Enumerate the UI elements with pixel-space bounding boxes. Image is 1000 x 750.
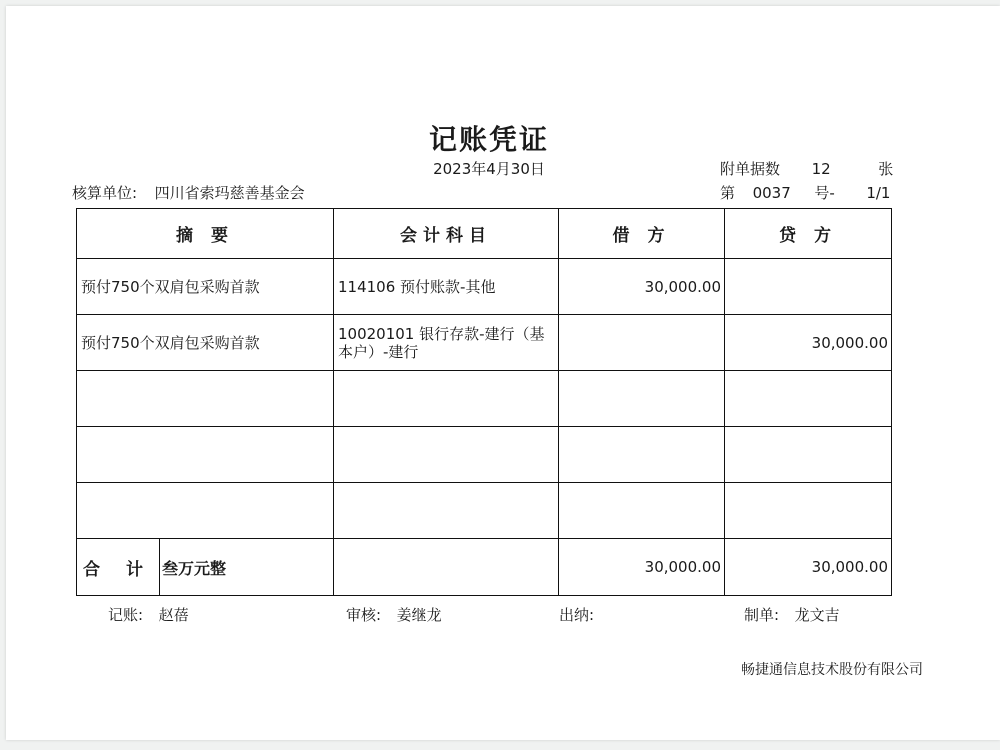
number-value: 0037 (752, 184, 791, 202)
reviewer-label: 审核: (346, 606, 382, 624)
cell-credit (725, 483, 892, 539)
bookkeeper-name: 赵蓓 (158, 606, 189, 624)
header-credit: 贷 方 (725, 209, 892, 259)
cashier-signature (559, 604, 594, 625)
cell-credit (725, 371, 892, 427)
table-row (77, 371, 892, 427)
voucher-title: 记账凭证 (428, 123, 549, 156)
table-row (77, 259, 892, 315)
number-suffix: 号- (814, 184, 835, 202)
cell-debit (559, 371, 725, 427)
voucher-table (76, 208, 892, 596)
attachments-info (720, 158, 893, 179)
header-debit: 借 方 (559, 209, 725, 259)
table-row (77, 483, 892, 539)
number-prefix: 第 (720, 184, 736, 202)
attachments-unit: 张 (878, 160, 894, 178)
cell-summary (77, 371, 334, 427)
reviewer-signature (346, 604, 442, 625)
cell-summary: 预付750个双肩包采购首款 (77, 259, 334, 315)
table-row (77, 315, 892, 371)
cell-debit (559, 315, 725, 371)
cell-account (334, 483, 559, 539)
total-label: 合 计 (77, 539, 160, 595)
cell-summary: 预付750个双肩包采购首款 (77, 315, 334, 371)
cell-debit (559, 427, 725, 483)
total-account-empty (334, 539, 559, 596)
software-vendor: 畅捷通信息技术股份有限公司 (741, 662, 923, 678)
cell-summary (77, 483, 334, 539)
preparer-signature (744, 604, 840, 625)
unit-name: 四川省索玛慈善基金会 (154, 184, 305, 202)
cell-credit (725, 259, 892, 315)
cashier-label: 出纳: (559, 606, 595, 624)
unit-label: 核算单位: (72, 184, 138, 202)
total-debit: 30,000.00 (559, 539, 725, 596)
header-summary: 摘 要 (77, 209, 334, 259)
total-cell (77, 539, 334, 596)
table-row (77, 427, 892, 483)
cell-account: 114106 预付账款-其他 (334, 259, 559, 315)
header-account: 会计科目 (334, 209, 559, 259)
cell-debit (559, 483, 725, 539)
cell-credit: 30,000.00 (725, 315, 892, 371)
page-number: 1/1 (866, 184, 891, 202)
bookkeeper-label: 记账: (108, 606, 144, 624)
attachments-count: 12 (811, 160, 831, 178)
cell-debit: 30,000.00 (559, 259, 725, 315)
total-credit: 30,000.00 (725, 539, 892, 596)
total-amount-words: 叁万元整 (162, 558, 227, 578)
attachments-label: 附单据数 (720, 160, 781, 178)
reviewer-name: 姜继龙 (396, 606, 442, 624)
cell-summary (77, 427, 334, 483)
cell-account: 10020101 银行存款-建行（基本户）-建行 (334, 315, 559, 371)
accounting-unit (72, 182, 305, 203)
cell-account (334, 371, 559, 427)
voucher-paper (6, 6, 1000, 740)
preparer-label: 制单: (744, 606, 780, 624)
voucher-date: 2023年4月30日 (433, 160, 545, 178)
cell-credit (725, 427, 892, 483)
bookkeeper-signature (108, 604, 189, 625)
table-header-row (77, 209, 892, 259)
total-row (77, 539, 892, 596)
cell-account (334, 427, 559, 483)
voucher-number (720, 182, 890, 203)
preparer-name: 龙文吉 (794, 606, 840, 624)
